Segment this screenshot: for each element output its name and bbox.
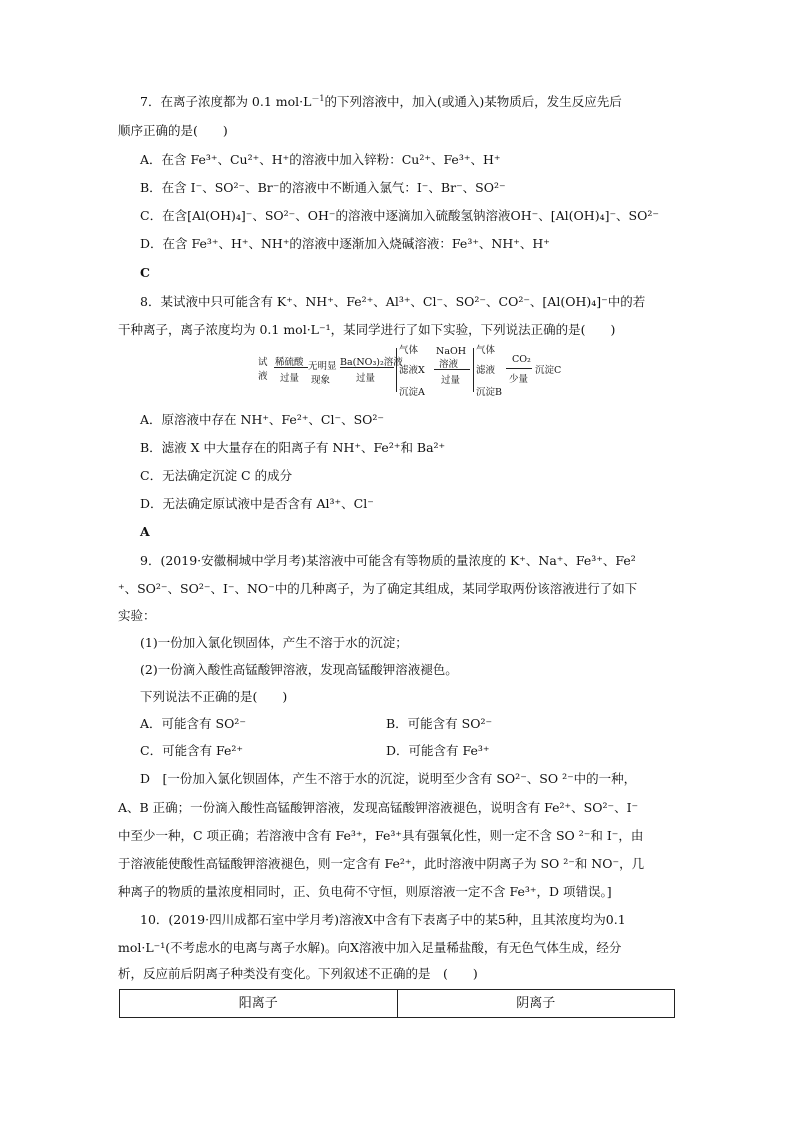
q9-explanation-line-3: 中至少一种，C 项正确；若溶液中含有 Fe³⁺，Fe³⁺具有强氧化性，则一定不含 SO ²⁻和 I⁻，由 (118, 828, 644, 843)
q8-flow-diagram (256, 342, 576, 400)
q8-answer: A (140, 524, 150, 539)
flow-precip-a: 沉淀A (399, 387, 425, 398)
flow-arrow-1 (274, 367, 308, 368)
q9-explanation-line-1: D [一份加入氯化钡固体，产生不溶于水的沉淀，说明至少含有 SO²⁻、SO ²⁻中的一种， (140, 771, 637, 786)
q7-stem-sup: －1 (311, 94, 325, 103)
flow-step3-top-2: 溶液 (439, 359, 459, 370)
flow-branch-2 (473, 348, 474, 392)
q7-option-b: B．在含 I⁻、SO²⁻、Br⁻的溶液中不断通入氯气：I⁻、Br⁻、SO²⁻ (140, 180, 506, 195)
flow-obs-2: 现象 (311, 375, 331, 386)
q10-stem-line-2: mol·L⁻¹(不考虑水的电离与离子水解)。向X溶液中加入足量稀盐酸，有无色气体生成，经分 (118, 940, 622, 955)
q10-stem-line-3: 析，反应前后阴离子种类没有变化。下列叙述不正确的是 ( ) (118, 966, 478, 981)
q7-option-a: A．在含 Fe³⁺、Cu²⁺、H⁺的溶液中加入锌粉：Cu²⁺、Fe³⁺、H⁺ (140, 152, 501, 167)
flow-arrow-2 (340, 367, 394, 368)
flow-step4-top: CO₂ (512, 354, 531, 365)
flow-step1-bottom: 过量 (280, 373, 300, 384)
q9-explanation-line-2: A、B 正确；一份滴入酸性高锰酸钾溶液，发现高锰酸钾溶液褪色，说明含有 Fe²⁺、SO²⁻、I⁻ (118, 800, 639, 815)
flow-step2-bottom: 过量 (356, 373, 376, 384)
q9-option-c: C．可能含有 Fe²⁺ (140, 743, 244, 758)
q7-stem-line-2: 顺序正确的是( ) (118, 123, 228, 138)
flow-start-2: 液 (258, 371, 268, 382)
q9-experiment-2: (2)一份滴入酸性高锰酸钾溶液，发现高锰酸钾溶液褪色。 (140, 662, 458, 677)
table-header-cations: 阳离子 (120, 990, 398, 1017)
flow-branch-1 (396, 348, 397, 392)
q8-option-a: A．原溶液中存在 NH⁺、Fe²⁺、Cl⁻、SO²⁻ (140, 412, 385, 427)
q7-stem-text: 7．在离子浓度都为 0.1 mol·L (140, 94, 312, 109)
flow-step3-top-1: NaOH (436, 346, 467, 357)
q10-stem-line-1: 10．(2019·四川成都石室中学月考)溶液X中含有下表离子中的某5种，且其浓度均为0.1 (140, 912, 626, 927)
q7-stem-line-1 (140, 93, 622, 111)
flow-obs-1: 无明显 (308, 361, 337, 372)
flow-arrow-3 (434, 369, 470, 370)
q8-stem-line-1: 8．某试液中只可能含有 K⁺、NH⁺、Fe²⁺、Al³⁺、Cl⁻、SO²⁻、CO²⁻、[Al(OH)₄]⁻中的若 (140, 294, 646, 309)
flow-gas-1: 气体 (399, 345, 419, 356)
q9-stem-line-1: 9．(2019·安徽桐城中学月考)某溶液中可能含有等物质的量浓度的 K⁺、Na⁺、Fe³⁺、Fe² (140, 553, 636, 568)
q8-stem-line-2: 干种离子，离子浓度均为 0.1 mol·L⁻¹，某同学进行了如下实验，下列说法正确的是( ) (118, 322, 616, 337)
flow-gas-2: 气体 (476, 345, 496, 356)
flow-step1-top: 稀硫酸 (275, 357, 304, 368)
flow-step4-bottom: 少量 (509, 374, 529, 385)
flow-step2-top: Ba(NO₃)₂溶液 (340, 357, 403, 368)
flow-filtrate-x: 滤液X (399, 365, 425, 376)
flow-arrow-4 (506, 368, 532, 369)
table-header-anions: 阴离子 (516, 996, 556, 1011)
q8-option-b: B．滤液 X 中大量存在的阳离子有 NH⁺、Fe²⁺和 Ba²⁺ (140, 440, 446, 455)
q9-option-a: A．可能含有 SO²⁻ (140, 716, 246, 731)
q9-experiment-1: (1)一份加入氯化钡固体，产生不溶于水的沉淀； (140, 635, 408, 650)
q8-option-d: D．无法确定原试液中是否含有 Al³⁺、Cl⁻ (140, 496, 374, 511)
flow-filtrate: 滤液 (476, 365, 496, 376)
q9-stem-line-2: ⁺、SO²⁻、SO²⁻、I⁻、NO⁻中的几种离子，为了确定其组成，某同学取两份该溶液进行了如下 (118, 581, 638, 596)
q7-option-d: D．在含 Fe³⁺、H⁺、NH⁺的溶液中逐渐加入烧碱溶液：Fe³⁺、NH⁺、H⁺ (140, 236, 550, 251)
q7-option-c: C．在含[Al(OH)₄]⁻、SO²⁻、OH⁻的溶液中逐滴加入硫酸氢钠溶液OH⁻、[Al(OH)₄]⁻、SO²⁻ (140, 208, 659, 223)
q9-stem-line-3: 实验： (118, 608, 156, 623)
flow-precip-b: 沉淀B (476, 387, 502, 398)
flow-precip-c: 沉淀C (535, 365, 562, 376)
q9-option-b: B．可能含有 SO²⁻ (386, 716, 493, 731)
flow-start-1: 试 (258, 357, 268, 368)
q7-stem-text-b: 的下列溶液中，加入(或通入)某物质后，发生反应先后 (324, 94, 622, 109)
q10-ion-table (119, 989, 675, 1018)
q9-explanation-line-5: 种离子的物质的量浓度相同时，正、负电荷不守恒，则原溶液一定不含 Fe³⁺，D 项错误。] (118, 884, 612, 899)
flow-step3-bottom: 过量 (441, 375, 461, 386)
q9-ask: 下列说法不正确的是( ) (140, 689, 288, 704)
q9-option-d: D．可能含有 Fe³⁺ (386, 743, 490, 758)
q7-answer: C (140, 265, 150, 280)
q9-explanation-line-4: 于溶液能使酸性高锰酸钾溶液褪色，则一定含有 Fe²⁺，此时溶液中阴离子为 SO ²⁻和 NO⁻，几 (118, 856, 645, 871)
q8-option-c: C．无法确定沉淀 C 的成分 (140, 468, 293, 483)
